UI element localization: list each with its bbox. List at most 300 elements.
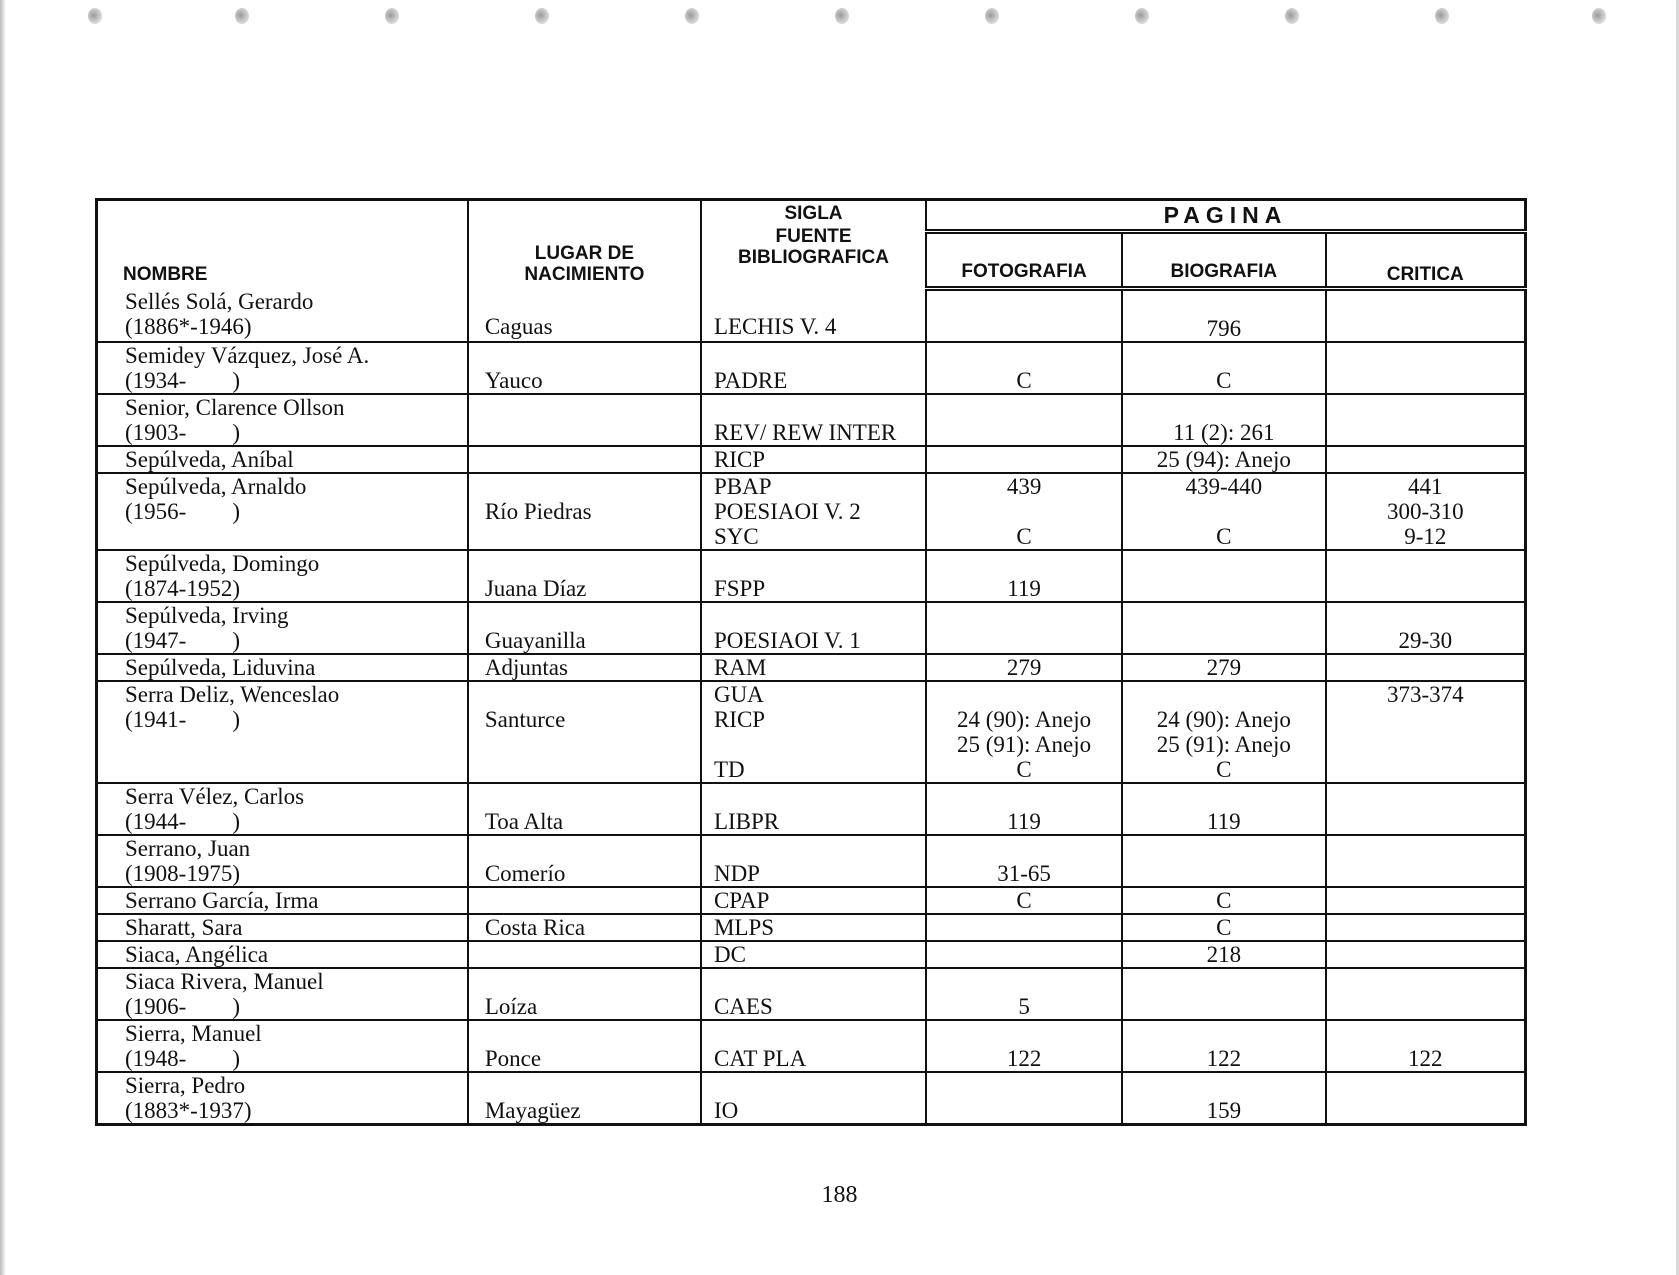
sigla-cell-line (714, 343, 921, 368)
nombre-cell-line: Sepúlveda, Arnaldo (125, 474, 307, 499)
lugar-cell-line: Río Piedras (484, 499, 592, 524)
lugar-cell-line (485, 1021, 696, 1046)
lugar-cell-line (485, 888, 696, 913)
sigla-cell-line: CAT PLA (713, 1046, 807, 1071)
sigla-cell-line: RAM (713, 655, 767, 680)
lugar-cell-line (485, 343, 696, 368)
binder-hole (1135, 8, 1149, 24)
critica-cell-line (1331, 707, 1520, 732)
sigla-cell-line (714, 969, 921, 994)
nombre-cell-line: Semidey Vázquez, José A. (125, 343, 370, 368)
critica-cell-line (1331, 861, 1520, 886)
critica-cell-line: 441 (1408, 474, 1443, 499)
nombre-cell-line: Sepúlveda, Domingo (125, 551, 320, 576)
nombre-cell-line: (1956- ) (125, 499, 240, 524)
sigla-cell-line: LIBPR (713, 809, 780, 834)
lugar-cell-line: Comerío (484, 861, 566, 886)
fotografia-cell-line: C (1016, 524, 1032, 549)
lugar-cell (468, 446, 701, 473)
binder-hole (88, 8, 102, 24)
nombre-cell-line: Serra Deliz, Wenceslao (125, 682, 340, 707)
fotografia-cell-line (931, 603, 1117, 628)
lugar-cell-line: Costa Rica (484, 915, 586, 940)
fotografia-cell-line (931, 343, 1117, 368)
critica-cell (1326, 941, 1526, 968)
fotografia-cell-line (931, 915, 1117, 940)
critica-cell-line: 300-310 (1386, 499, 1464, 524)
biografia-cell-line: 11 (2): 261 (1173, 420, 1275, 445)
binder-hole (385, 8, 399, 24)
lugar-cell-line (485, 682, 696, 707)
nombre-cell-line: Sepúlveda, Liduvina (125, 655, 316, 680)
lugar-cell-line (485, 1073, 696, 1098)
sigla-cell-line: PBAP (713, 474, 772, 499)
nombre-cell-line: Sharatt, Sara (125, 915, 243, 940)
table-row (97, 446, 1526, 473)
critica-cell (1326, 887, 1526, 914)
nombre-cell-line: Serrano, Juan (125, 836, 251, 861)
table-row (97, 394, 1526, 446)
sigla-cell-line: NDP (713, 861, 760, 886)
critica-cell (1326, 602, 1526, 654)
lugar-cell (468, 654, 701, 681)
fotografia-cell-line (931, 551, 1117, 576)
fotografia-cell-line (931, 395, 1117, 420)
fotografia-cell-line (931, 836, 1117, 861)
binder-holes (0, 8, 1679, 30)
critica-cell-line: 9-12 (1404, 524, 1447, 549)
lugar-cell (468, 968, 701, 1020)
biografia-cell-line (1127, 395, 1320, 420)
nombre-cell-line (125, 524, 463, 549)
biografia-cell-line: 122 (1206, 1046, 1242, 1071)
lugar-cell-line: Yauco (484, 368, 543, 393)
nombre-cell-line: Siaca Rivera, Manuel (125, 969, 324, 994)
lugar-cell (468, 783, 701, 835)
sigla-cell (701, 887, 926, 914)
biografia-cell-line: 279 (1206, 655, 1242, 680)
lugar-cell (468, 887, 701, 914)
biografia-cell-line (1127, 628, 1320, 653)
bibliography-table (95, 198, 1527, 1126)
table-body (97, 289, 1526, 1125)
critica-cell (1326, 914, 1526, 941)
lugar-cell-line: Guayanilla (484, 628, 586, 653)
fotografia-cell-line (931, 291, 1117, 316)
nombre-cell (97, 968, 468, 1020)
sigla-cell-line: DC (713, 942, 746, 967)
nombre-cell (97, 394, 468, 446)
biografia-cell-line (1127, 784, 1320, 809)
fotografia-cell (926, 1020, 1122, 1072)
fotografia-cell (926, 1072, 1122, 1125)
biografia-cell-line: C (1216, 915, 1232, 940)
biografia-cell-line (1127, 603, 1320, 628)
sigla-cell-line: CPAP (713, 888, 770, 913)
fotografia-cell (926, 289, 1122, 343)
sigla-cell-line: LECHIS V. 4 (713, 313, 837, 339)
nombre-cell-line: (1874-1952) (125, 576, 240, 601)
nombre-cell-line: Serrano García, Irma (125, 888, 319, 913)
fotografia-cell-line (931, 942, 1117, 967)
fotografia-cell-line (931, 420, 1117, 445)
critica-cell (1326, 654, 1526, 681)
table-row (97, 968, 1526, 1020)
lugar-cell (468, 602, 701, 654)
critica-cell-line (1331, 603, 1520, 628)
biografia-cell (1122, 887, 1325, 914)
sigla-cell-line: POESIAOI V. 1 (713, 628, 861, 653)
fotografia-cell-line (931, 1021, 1117, 1046)
nombre-cell (97, 914, 468, 941)
sigla-cell-line (714, 551, 921, 576)
lugar-cell-line (485, 969, 696, 994)
nombre-cell (97, 446, 468, 473)
nombre-cell-line: (1886*-1946) (125, 313, 252, 339)
header-sigla (701, 200, 926, 289)
nombre-cell (97, 602, 468, 654)
critica-cell-line (1331, 395, 1520, 420)
biografia-cell-line: C (1216, 888, 1232, 913)
fotografia-cell-line (931, 499, 1117, 524)
lugar-cell-line (485, 420, 696, 445)
binder-hole (1285, 8, 1299, 24)
sigla-cell-line: POESIAOI V. 2 (713, 499, 861, 524)
lugar-cell-line (485, 474, 696, 499)
fotografia-cell-line: 24 (90): Anejo (956, 707, 1092, 732)
fotografia-cell (926, 835, 1122, 887)
lugar-cell-line (485, 836, 696, 861)
critica-cell (1326, 835, 1526, 887)
sigla-cell-line: CAES (713, 994, 773, 1019)
nombre-cell-line: (1941- ) (125, 707, 240, 732)
lugar-cell (468, 835, 701, 887)
nombre-cell-line: (1944- ) (125, 809, 240, 834)
biografia-cell (1122, 289, 1325, 343)
sigla-cell (701, 394, 926, 446)
sigla-cell-line: PADRE (713, 368, 788, 393)
biografia-cell-line (1127, 551, 1320, 576)
biografia-cell-line (1127, 499, 1320, 524)
biografia-cell-line: 796 (1206, 316, 1242, 341)
critica-cell-line (1331, 888, 1520, 913)
critica-cell-line: 29-30 (1398, 628, 1453, 653)
lugar-cell-line (485, 289, 696, 314)
lugar-cell-line (485, 603, 696, 628)
nombre-cell-line: (1948- ) (125, 1046, 240, 1071)
sigla-cell-line: MLPS (713, 915, 775, 940)
critica-cell-line (1331, 732, 1520, 757)
biografia-cell-line (1127, 1073, 1320, 1098)
critica-cell-line (1331, 1098, 1520, 1123)
critica-cell-line (1331, 420, 1520, 445)
critica-cell-line (1331, 316, 1520, 341)
nombre-cell-line: Sepúlveda, Irving (125, 603, 289, 628)
nombre-cell-line: Serra Vélez, Carlos (125, 784, 305, 809)
fotografia-cell (926, 681, 1122, 783)
nombre-cell-line: Siaca, Angélica (125, 942, 269, 967)
lugar-cell (468, 1020, 701, 1072)
biografia-cell (1122, 446, 1325, 473)
sigla-cell (701, 654, 926, 681)
critica-cell-line (1331, 809, 1520, 834)
lugar-cell-line: Ponce (484, 1046, 542, 1071)
header-lugar-line2: NACIMIENTO (524, 263, 645, 285)
header-lugar (468, 200, 701, 289)
lugar-cell-line: Caguas (484, 313, 553, 339)
sigla-cell-line: SYC (713, 524, 759, 549)
fotografia-cell-line (931, 316, 1117, 341)
critica-cell-line (1331, 836, 1520, 861)
fotografia-cell-line (931, 1073, 1117, 1098)
nombre-cell-line (125, 757, 463, 782)
lugar-cell-line: Toa Alta (484, 809, 564, 834)
table-row (97, 342, 1526, 394)
sigla-cell-line (714, 1073, 921, 1098)
nombre-cell-line: Sepúlveda, Aníbal (125, 447, 294, 472)
critica-cell-line: 122 (1408, 1046, 1443, 1071)
nombre-cell-line (125, 732, 463, 757)
sigla-cell (701, 289, 926, 343)
critica-cell-line (1331, 784, 1520, 809)
lugar-cell (468, 394, 701, 446)
nombre-cell-line: (1908-1975) (125, 861, 240, 886)
critica-cell (1326, 473, 1526, 550)
fotografia-cell-line (931, 1098, 1117, 1123)
biografia-cell (1122, 602, 1325, 654)
fotografia-cell-line: 5 (1018, 994, 1030, 1019)
header-critica: CRITICA (1326, 232, 1526, 289)
nombre-cell-line: Senior, Clarence Ollson (125, 395, 345, 420)
critica-cell (1326, 550, 1526, 602)
critica-cell-line (1331, 1073, 1520, 1098)
lugar-cell-line (485, 395, 696, 420)
sigla-cell (701, 1072, 926, 1125)
sigla-cell (701, 783, 926, 835)
fotografia-cell (926, 941, 1122, 968)
critica-cell-line (1331, 576, 1520, 601)
biografia-cell (1122, 783, 1325, 835)
critica-cell-line (1331, 969, 1520, 994)
fotografia-cell (926, 473, 1122, 550)
nombre-cell (97, 681, 468, 783)
table-row (97, 681, 1526, 783)
fotografia-cell (926, 914, 1122, 941)
fotografia-cell-line: 439 (1006, 474, 1042, 499)
biografia-cell-line (1127, 836, 1320, 861)
sigla-cell-line: TD (713, 757, 745, 782)
lugar-cell-line (485, 942, 696, 967)
biografia-cell-line: 25 (91): Anejo (1156, 732, 1291, 757)
biografia-cell (1122, 681, 1325, 783)
table-row (97, 550, 1526, 602)
biografia-cell-line (1127, 969, 1320, 994)
critica-cell-line (1331, 368, 1520, 393)
critica-cell (1326, 968, 1526, 1020)
critica-cell (1326, 1020, 1526, 1072)
table-row (97, 654, 1526, 681)
table-row (97, 602, 1526, 654)
nombre-cell (97, 473, 468, 550)
sigla-cell-line (714, 732, 921, 757)
sigla-cell-line: FSPP (713, 576, 766, 601)
lugar-cell (468, 941, 701, 968)
fotografia-cell (926, 783, 1122, 835)
header-fotografia: FOTOGRAFIA (926, 232, 1122, 289)
biografia-cell-line: 24 (90): Anejo (1156, 707, 1291, 732)
fotografia-cell (926, 602, 1122, 654)
sigla-cell-line (714, 395, 921, 420)
biografia-cell (1122, 1072, 1325, 1125)
sigla-cell-line: GUA (713, 682, 764, 707)
nombre-cell (97, 887, 468, 914)
critica-cell-line (1331, 915, 1520, 940)
biografia-cell (1122, 550, 1325, 602)
binder-hole (535, 8, 549, 24)
critica-cell (1326, 1072, 1526, 1125)
biografia-cell-line: 218 (1206, 942, 1242, 967)
header-sigla-line2: FUENTE (775, 226, 852, 247)
sigla-cell-line (714, 1021, 921, 1046)
binder-hole (1592, 8, 1606, 24)
biografia-cell-line (1127, 291, 1320, 316)
nombre-cell (97, 783, 468, 835)
fotografia-cell-line (931, 784, 1117, 809)
lugar-cell (468, 914, 701, 941)
critica-cell (1326, 289, 1526, 343)
sigla-cell-line: REV/ REW INTER (713, 420, 897, 445)
fotografia-cell (926, 550, 1122, 602)
critica-cell-line (1331, 447, 1520, 472)
fotografia-cell (926, 968, 1122, 1020)
biografia-cell-line: 159 (1206, 1098, 1242, 1123)
fotografia-cell (926, 342, 1122, 394)
fotografia-cell-line: 31-65 (997, 861, 1051, 886)
fotografia-cell-line: 119 (1007, 809, 1041, 834)
fotografia-cell-line (931, 628, 1117, 653)
biografia-cell-line: 439-440 (1185, 474, 1263, 499)
biografia-cell-line (1127, 861, 1320, 886)
fotografia-cell-line: C (1016, 888, 1032, 913)
sigla-cell (701, 968, 926, 1020)
sigla-cell-line: IO (713, 1098, 739, 1123)
sigla-cell-line (714, 289, 921, 314)
biografia-cell (1122, 394, 1325, 446)
biografia-cell (1122, 914, 1325, 941)
fotografia-cell-line: 279 (1006, 655, 1042, 680)
header-sigla-line3: BIBLIOGRAFICA (738, 247, 889, 268)
header-pagina: PAGINA (926, 200, 1525, 232)
table-row (97, 914, 1526, 941)
header-sigla-line1: SIGLA (784, 203, 843, 224)
biografia-cell-line: C (1216, 368, 1232, 393)
fotografia-cell-line: 119 (1007, 576, 1041, 601)
biografia-cell (1122, 968, 1325, 1020)
nombre-cell (97, 1072, 468, 1125)
page-number: 188 (821, 1182, 858, 1208)
nombre-cell (97, 1020, 468, 1072)
nombre-cell (97, 654, 468, 681)
sigla-cell-line (714, 836, 921, 861)
fotografia-cell-line: C (1016, 757, 1032, 782)
lugar-cell (468, 289, 701, 343)
table-row (97, 473, 1526, 550)
biografia-cell-line: C (1216, 524, 1232, 549)
sigla-cell (701, 473, 926, 550)
table-row (97, 835, 1526, 887)
fotografia-cell (926, 446, 1122, 473)
biografia-cell-line (1127, 1021, 1320, 1046)
biografia-cell (1122, 1020, 1325, 1072)
fotografia-cell-line: 25 (91): Anejo (956, 732, 1092, 757)
critica-cell-line (1331, 291, 1520, 316)
lugar-cell-line: Juana Díaz (484, 576, 587, 601)
lugar-cell-line: Loíza (484, 994, 538, 1019)
biografia-cell-line (1127, 343, 1320, 368)
table-row (97, 887, 1526, 914)
sigla-cell (701, 550, 926, 602)
sigla-cell (701, 941, 926, 968)
lugar-cell-line (485, 757, 696, 782)
nombre-cell-line: (1906- ) (125, 994, 240, 1019)
biografia-cell (1122, 342, 1325, 394)
lugar-cell-line (485, 524, 696, 549)
critica-cell-line (1331, 942, 1520, 967)
nombre-cell (97, 941, 468, 968)
nombre-cell-line: (1903- ) (125, 420, 240, 445)
fotografia-cell-line: C (1016, 368, 1032, 393)
biografia-cell-line (1127, 682, 1320, 707)
lugar-cell (468, 681, 701, 783)
nombre-cell-line: (1947- ) (125, 628, 240, 653)
biografia-cell-line: 119 (1206, 809, 1241, 834)
table-header (97, 200, 1526, 289)
sigla-cell-line: RICP (713, 707, 766, 732)
binder-hole (985, 8, 999, 24)
lugar-cell (468, 342, 701, 394)
sigla-cell (701, 446, 926, 473)
nombre-cell (97, 342, 468, 394)
biografia-cell-line: 25 (94): Anejo (1156, 447, 1291, 472)
critica-cell (1326, 394, 1526, 446)
sigla-cell (701, 914, 926, 941)
lugar-cell (468, 473, 701, 550)
biografia-cell (1122, 941, 1325, 968)
sigla-cell (701, 1020, 926, 1072)
critica-cell-line: 373-374 (1386, 682, 1464, 707)
binder-hole (1435, 8, 1449, 24)
header-nombre: NOMBRE (97, 200, 468, 289)
critica-cell (1326, 342, 1526, 394)
critica-cell (1326, 446, 1526, 473)
nombre-cell-line: Sellés Solá, Gerardo (125, 288, 314, 314)
sigla-cell-line (714, 784, 921, 809)
page-left-edge (0, 0, 6, 1275)
nombre-cell-line: Sierra, Manuel (125, 1021, 262, 1046)
fotografia-cell-line (931, 969, 1117, 994)
table-row (97, 783, 1526, 835)
lugar-cell-line: Mayagüez (484, 1098, 581, 1123)
fotografia-cell-line: 122 (1006, 1046, 1042, 1071)
biografia-cell (1122, 835, 1325, 887)
critica-cell-line (1331, 1021, 1520, 1046)
header-biografia: BIOGRAFIA (1122, 232, 1325, 289)
lugar-cell-line (485, 551, 696, 576)
biografia-cell (1122, 473, 1325, 550)
fotografia-cell (926, 887, 1122, 914)
critica-cell (1326, 783, 1526, 835)
critica-cell-line (1331, 343, 1520, 368)
